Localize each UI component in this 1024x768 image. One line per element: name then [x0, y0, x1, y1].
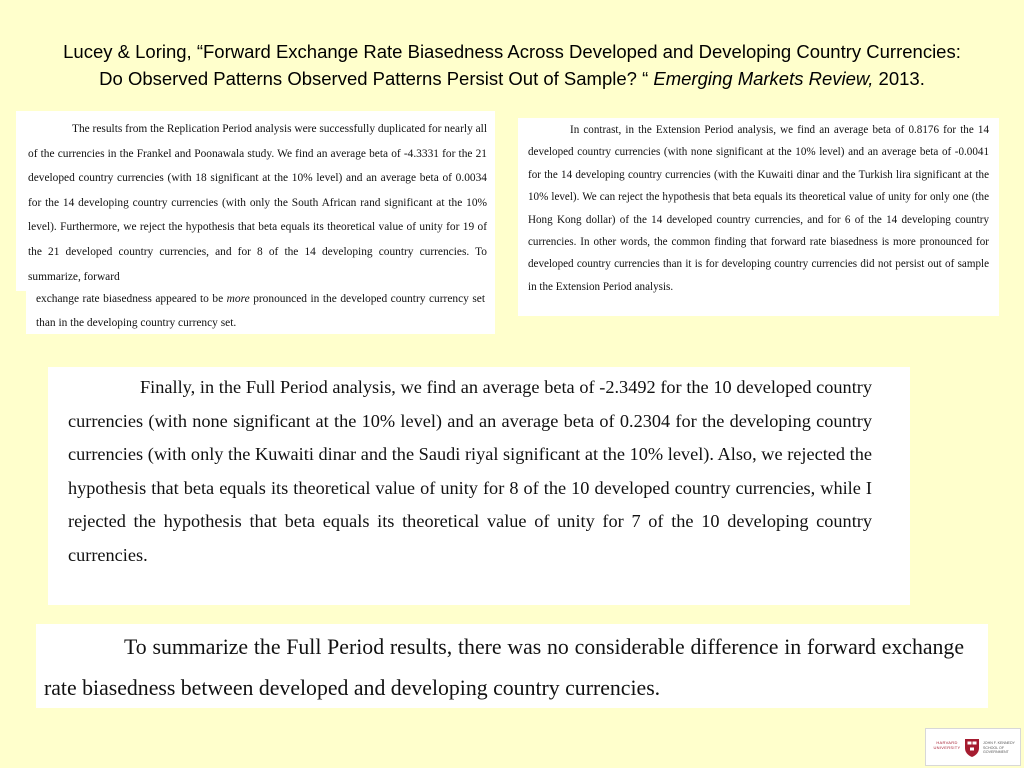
extension-period-excerpt [518, 118, 999, 316]
veritas-shield-icon [964, 738, 980, 758]
title-line-1: Lucey & Loring, “Forward Exchange Rate Biasedness Across Developed and Developing Country Currencies: [63, 41, 961, 62]
harvard-line-1: HARVARD [936, 740, 958, 745]
slide-title [0, 38, 1024, 92]
school-line-2: SCHOOL OF GOVERNMENT [983, 745, 1009, 755]
full-period-paragraph [68, 371, 872, 573]
replication-text: The results from the Replication Period analysis were successfully duplicated for nearly all of the currencies in the Frankel and Poonawala study. We find an average beta of -4.3331 for the 21 developed country currencies (with 18 significant at the 10% level) and an average beta of 0.0034 for the 14 developing country currencies (with only the South African rand significant at the 10% level). Furthermore, we reject the hypothesis that beta equals its theoretical value of unity for 19 of the 21 developed country currencies, and for 8 of the 14 developing country currencies. To summarize, forward [28, 123, 487, 283]
school-line-1: JOHN F. KENNEDY [983, 741, 1015, 745]
kennedy-school-wordmark [983, 741, 1021, 755]
harvard-line-2: UNIVERSITY [933, 745, 961, 750]
continuation-text-start: exchange rate biasedness appeared to be [36, 293, 227, 305]
continuation-text-end: pronounced in the developed country currency set than in the developing country currency set. [36, 293, 486, 329]
harvard-kennedy-school-logo [925, 728, 1021, 766]
full-period-excerpt [48, 367, 910, 605]
continuation-emphasis: more [226, 293, 250, 305]
journal-name: Emerging Markets Review, [653, 68, 874, 89]
harvard-wordmark [932, 740, 962, 750]
title-line-2-text: Do Observed Patterns Observed Patterns Persist Out of Sample? “ [99, 68, 654, 89]
full-period-text: Finally, in the Full Period analysis, we find an average beta of -2.3492 for the 10 developed country currencies (with none significant at the 10% level) and an average beta of 0.2304 for the developing country currencies (with only the Kuwaiti dinar and the Saudi riyal significant at the 10% level). Also, we rejected the hypothesis that beta equals its theoretical value of unity for 8 of the 10 developed country currencies, while I rejected the hypothesis that beta equals its theoretical value of unity for 7 of the 10 developing country currencies. [68, 377, 872, 565]
replication-period-continuation [26, 286, 495, 334]
publication-year: 2013. [873, 68, 925, 89]
full-period-summary [36, 624, 988, 708]
extension-text: In contrast, in the Extension Period analysis, we find an average beta of 0.8176 for the 14 developed country currencies (with none significant at the 10% level) and an average beta of -0.0041 for the 14 developing country currencies (with the Kuwaiti dinar and the Turkish lira significant at the 10% level). We can reject the hypothesis that beta equals its theoretical value of unity for only one (the Hong Kong dollar) of the 14 developed country currencies, and for 6 of the 14 developing country currencies. In other words, the common finding that forward rate biasedness is more pronounced for developed country currencies than it is for developing country currencies did not persist out of sample in the Extension Period analysis. [528, 124, 989, 293]
replication-continuation-paragraph [36, 288, 485, 335]
extension-paragraph [528, 119, 989, 298]
title-line-2 [0, 65, 1024, 92]
summary-text: To summarize the Full Period results, there was no considerable difference in forward exchange rate biasedness between developed and developing country currencies. [44, 635, 964, 700]
replication-period-excerpt [16, 111, 495, 291]
replication-paragraph [28, 117, 487, 289]
summary-paragraph [44, 627, 964, 709]
